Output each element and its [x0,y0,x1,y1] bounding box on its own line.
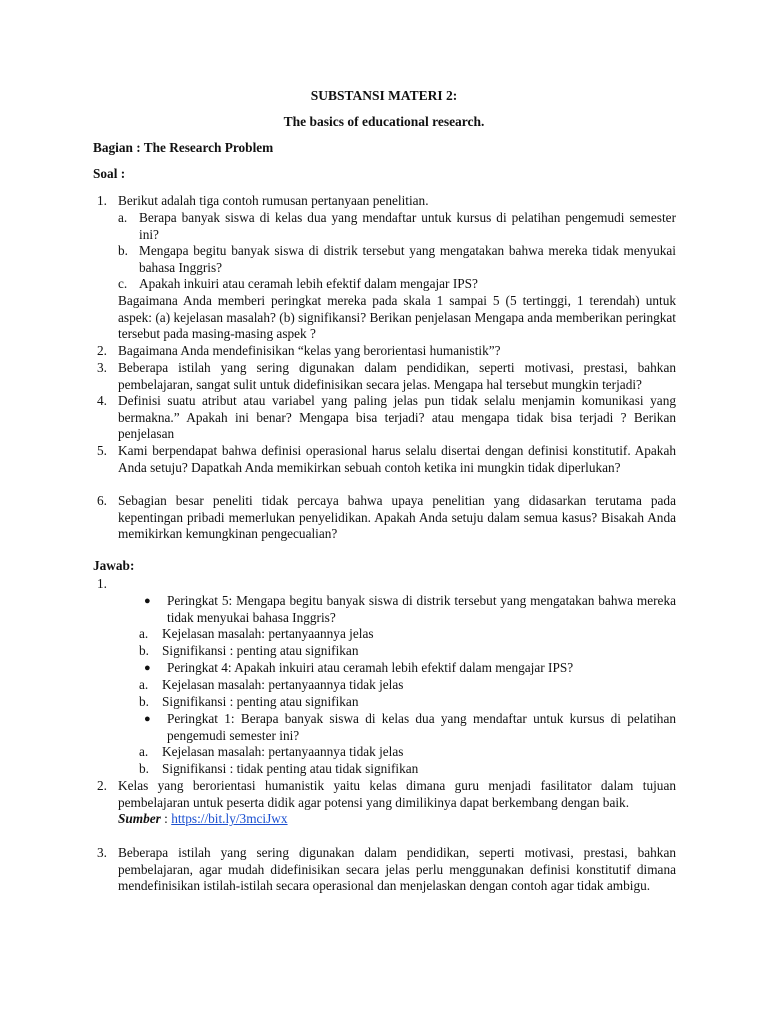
section-heading: Bagian : The Research Problem [93,140,274,155]
source-label: Sumber [118,811,161,826]
sub-label: c. [118,276,128,291]
soal-text: Bagaimana Anda mendefinisikan “kelas yang berorientasi humanistik”? [118,343,501,358]
soal-number: 2. [97,343,107,358]
source-separator: : [160,811,172,826]
bullet-icon: ● [144,662,151,674]
rating-significance: Signifikansi : penting atau signifikan [162,694,359,709]
sub-label: b. [139,643,149,658]
sub-label: b. [139,694,149,709]
rating-clarity: Kejelasan masalah: pertanyaannya tidak jelas [162,744,404,759]
soal-heading: Soal : [93,166,126,181]
bullet-icon: ● [144,595,151,607]
soal-text: Berikut adalah tiga contoh rumusan pertanyaan penelitian. [118,193,429,208]
rating-clarity: Kejelasan masalah: pertanyaannya jelas [162,626,374,641]
rating-significance: Signifikansi : penting atau signifikan [162,643,359,658]
jawab-text: Beberapa istilah yang sering digunakan dalam pendidikan, seperti motivasi, prestasi, bahkan pembelajaran, agar mudah didefinisikan secara jelas perlu menggunakan definisi konstitutif dimana mendefinisikan istilah-istilah secara operasional dan menjelaskan dengan contoh agar tidak ambigu. [118,845,676,894]
jawab-text: Kelas yang berorientasi humanistik yaitu kelas dimana guru menjadi fasilitator dalam tujuan pembelajaran untuk peserta didik agar potensi yang dimilikinya dapat berkembang dengan baik. [118,778,676,810]
soal-followup: Bagaimana Anda memberi peringkat mereka pada skala 1 sampai 5 (5 tertinggi, 1 terendah) untuk aspek: (a) kejelasan masalah? (b) signifikansi? Berikan penjelasan Mengapa anda memberikan peringkat tersebut pada masing-masing aspek ? [118,293,676,342]
sub-question: Apakah inkuiri atau ceramah lebih efektif dalam mengajar IPS? [139,276,478,291]
soal-text: Sebagian besar peneliti tidak percaya bahwa upaya penelitian yang didasarkan terutama pada kepentingan pribadi memerlukan penyelidikan. Apakah Anda setuju dalam semua kasus? Bisakah Anda memikirkan kemungkinan pengecualian? [118,493,676,542]
sub-question: Mengapa begitu banyak siswa di distrik tersebut yang mengatakan bahwa mereka tidak menyukai bahasa Inggris? [139,243,676,275]
sub-label: b. [118,243,128,258]
rating-text: Peringkat 1: Berapa banyak siswa di kelas dua yang mendaftar untuk kursus di pelatihan pengemudi semester ini? [167,711,676,743]
soal-number: 4. [97,393,107,408]
sub-question: Berapa banyak siswa di kelas dua yang mendaftar untuk kursus di pelatihan pengemudi semester ini? [139,210,676,242]
rating-text: Peringkat 5: Mengapa begitu banyak siswa di distrik tersebut yang mengatakan bahwa mereka tidak menyukai bahasa Inggris? [167,593,676,625]
soal-text: Beberapa istilah yang sering digunakan dalam pendidikan, seperti motivasi, prestasi, bahkan pembelajaran, sangat sulit untuk didefinisikan secara jelas. Mengapa hal tersebut mungkin terjadi? [118,360,676,392]
rating-significance: Signifikansi : tidak penting atau tidak signifikan [162,761,419,776]
jawab-number: 3. [97,845,107,860]
sub-label: a. [139,626,149,641]
source-line [118,811,288,828]
bullet-icon: ● [144,713,151,725]
soal-number: 1. [97,193,107,208]
jawab-number: 1. [97,576,107,591]
jawab-heading: Jawab: [93,558,135,573]
soal-text: Definisi suatu atribut atau variabel yang paling jelas pun tidak selalu menjamin komunikasi yang bermakna.” Apakah ini benar? Mengapa bisa terjadi? atau mengapa tidak bisa terjadi ? Berikan penjelasan [118,393,676,442]
soal-number: 5. [97,443,107,458]
jawab-number: 2. [97,778,107,793]
soal-text: Kami berpendapat bahwa definisi operasional harus selalu disertai dengan definisi konstitutif. Apakah Anda setuju? Dapatkah Anda memikirkan sebuah contoh ketika ini mungkin tidak diperlukan? [118,443,676,475]
sub-label: a. [139,744,149,759]
source-link[interactable]: https://bit.ly/3mciJwx [171,811,288,826]
doc-title: SUBSTANSI MATERI 2: [310,88,458,103]
soal-number: 3. [97,360,107,375]
doc-subtitle: The basics of educational research. [283,114,485,129]
sub-label: a. [139,677,149,692]
rating-text: Peringkat 4: Apakah inkuiri atau ceramah lebih efektif dalam mengajar IPS? [167,660,574,675]
rating-clarity: Kejelasan masalah: pertanyaannya tidak jelas [162,677,404,692]
sub-label: b. [139,761,149,776]
sub-label: a. [118,210,128,225]
soal-number: 6. [97,493,107,508]
